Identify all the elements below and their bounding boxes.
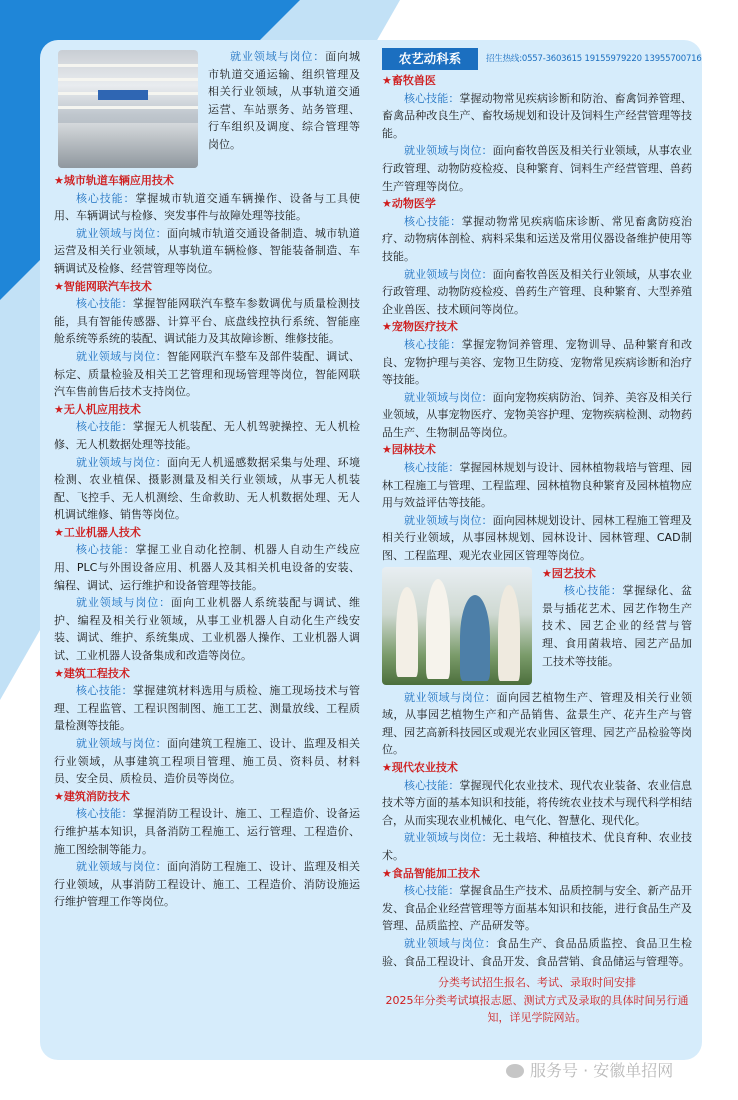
major-jobs: 就业领域与岗位：面向宠物疾病防治、饲养、美容及相关行业领域，从事宠物医疗、宠物美容护理、宠物疾病检测、动物药品生产、生物制品等岗位。: [382, 390, 692, 439]
major-core-skill: 核心技能：掌握城市轨道交通车辆操作、设备与工具使用、车辆调试与检修、突发事件与故障处理等技能。: [54, 191, 361, 223]
major-title: ★建筑工程技术: [54, 666, 130, 680]
right-column: [382, 48, 702, 1027]
garden-major-title: ★园艺技术: [542, 566, 596, 580]
major-title: ★畜牧兽医: [382, 74, 436, 87]
major-jobs: 就业领域与岗位：面向城市轨道交通设备制造、城市轨道运营及相关行业领域，从事轨道车辆检修、智能装备制造、车辆调试及检修、经营管理等岗位。: [54, 226, 360, 275]
major-jobs: 就业领域与岗位：无土栽培、种植技术、优良育种、农业技术。: [382, 831, 692, 862]
major-core-skill: 核心技能：掌握动物常见疾病临床诊断、常见畜禽防疫治疗、动物病体剖检、病料采集和运送及常用仪器设备维护使用等技能。: [382, 214, 693, 263]
department-header: [382, 48, 702, 70]
left-column: [54, 48, 360, 911]
major-core-skill: 核心技能：掌握现代化农业技术、现代农业装备、农业信息技术等方面的基本知识和技能，将传统农业技术与现代科学相结合，从而实现农业机械化、电气化、智慧化、现代化。: [382, 778, 693, 827]
major-core-skill: 核心技能：掌握食品生产技术、品质控制与安全、新产品开发、食品企业经营管理等方面基本知识和技能，进行食品生产及管理、品质监控、产品研发等。: [382, 884, 693, 933]
content-panel: [40, 40, 702, 1060]
notice-text: 2025年分类考试填报志愿、测试方式及录取的具体时间另行通知，详见学院网站。: [385, 993, 689, 1025]
major-title: ★建筑消防技术: [54, 789, 130, 803]
garden-major-jobs: 就业领域与岗位：面向园艺植物生产、管理及相关行业领域，从事园艺植物生产和产品销售、盆景生产、花卉生产与管理、园艺高新科技园区或观光农业园区管理、园艺产品检验等岗位。: [382, 690, 693, 757]
major-title: ★智能网联汽车技术: [54, 279, 152, 293]
major-core-skill: 核心技能：掌握动物常见疾病诊断和防治、畜禽饲养管理、畜禽品种改良生产、畜牧场规划和设计及饲料生产经营管理等技能。: [382, 91, 693, 140]
right-majors-b: [382, 759, 692, 970]
major-title: ★宠物医疗技术: [382, 320, 458, 334]
department-name: 农艺动科系: [382, 48, 478, 70]
major-jobs: 就业领域与岗位：食品生产、食品品质监控、食品卫生检验、食品工程设计、食品开发、食品营销、食品储运与管理等。: [382, 936, 693, 968]
major-core-skill: 核心技能：掌握园林规划与设计、园林植物栽培与管理、园林工程施工与管理、工程监理、园林植物良种繁育及园林植物应用与效益评估等技能。: [382, 461, 693, 510]
right-majors-a: [382, 72, 692, 565]
wechat-icon: [506, 1064, 524, 1078]
major-core-skill: 核心技能：掌握工业自动化控制、机器人自动生产线应用、PLC与外围设备应用、机器人及其相关机电设备的安装、编程、调试、运行维护和设备管理等技能。: [54, 543, 361, 592]
major-title: ★食品智能加工技术: [382, 866, 480, 880]
major-jobs: 就业领域与岗位：面向畜牧兽医及相关行业领域，从事农业行政管理、动物防疫检疫、兽药生产管理、良种繁育、大型养殖企业兽医、技术顾问等岗位。: [382, 267, 692, 316]
major-jobs: 就业领域与岗位：面向无人机遥感数据采集与处理、环境检测、农业植保、摄影测量及相关行业领域，从事无人机装配、飞控手、无人机测绘、生命救助、无人机数据处理、无人机调试维修、销售等岗位。: [54, 455, 360, 522]
major-title: ★动物医学: [382, 197, 436, 211]
garden-major: [382, 565, 692, 759]
major-jobs: 就业领域与岗位：面向园林规划设计、园林工程施工管理及相关行业领域，从事园林规划、园林设计、园林管理、CAD制图、工程监理、观光农业园区管理等岗位。: [382, 513, 692, 563]
department-hotline: 招生热线:0557-3603615 19155979220 13955700716: [486, 54, 702, 64]
left-majors: [54, 172, 360, 911]
major-core-skill: 核心技能：掌握宠物饲养管理、宠物训导、品种繁育和改良、宠物护理与美容、宠物卫生防疫、宠物常见疾病诊断和治疗等技能。: [382, 337, 693, 387]
rail-station-photo: [58, 50, 198, 168]
major-core-skill: 核心技能：掌握消防工程设计、施工、工程造价、设备运行维护基本知识，具备消防工程施工、运行管理、工程造价、施工图绘制等能力。: [54, 807, 360, 856]
rail-transport-jobs: 就业领域与岗位：面向城市轨道交通运输、组织管理及相关行业领域，从事轨道交通运营、车站票务、站务管理、行车组织及调度、综合管理等岗位。: [208, 50, 361, 151]
major-core-skill: 核心技能：掌握建筑材料选用与质检、施工现场技术与管理、工程监管、工程识图制图、施工工艺、测量放线、工程质量检测等技能。: [54, 684, 360, 733]
garden-class-photo: [382, 567, 532, 685]
major-jobs: 就业领域与岗位：智能网联汽车整车及部件装配、调试、标定、质量检验及相关工艺管理和现场管理等岗位，智能网联汽车售前售后技术支持岗位。: [54, 349, 360, 399]
major-core-skill: 核心技能：掌握无人机装配、无人机驾驶操控、无人机检修、无人机数据处理等技能。: [54, 420, 360, 451]
major-jobs: 就业领域与岗位：面向工业机器人系统装配与调试、维护、编程及相关行业领域，从事工业机器人自动化生产线安装、调试、维护、系统集成、工业机器人操作、工业机器人调试、工业机器人设备集成和改造等岗位。: [54, 596, 361, 663]
major-title: ★现代农业技术: [382, 761, 458, 774]
major-jobs: 就业领域与岗位：面向建筑工程施工、设计、监理及相关行业领域，从事建筑工程项目管理、施工员、资料员、材料员、安全员、质检员、造价员等岗位。: [54, 737, 360, 786]
major-title: ★无人机应用技术: [54, 402, 141, 416]
major-core-skill: 核心技能：掌握智能网联汽车整车参数调优与质量检测技能，具有智能传感器、计算平台、底盘线控执行系统、智能座舱系统等系统的装配、调试能力及其故障诊断、维修技能。: [54, 297, 360, 346]
major-title: ★园林技术: [382, 443, 436, 457]
major-jobs: 就业领域与岗位：面向消防工程施工、设计、监理及相关行业领域，从事消防工程设计、施工、工程造价、消防设施运行维护管理工作等岗位。: [54, 860, 360, 909]
garden-major-skill: 核心技能：掌握绿化、盆景与插花艺术、园艺作物生产技术、园艺企业的经营与管理、食用菌栽培、园艺产品加工技术等技能。: [542, 584, 692, 668]
watermark: 服务号 · 安徽单招网: [506, 1058, 673, 1081]
major-jobs: 就业领域与岗位：面向畜牧兽医及相关行业领域，从事农业行政管理、动物防疫检疫、良种繁育、饲料生产经营管理、兽药生产管理等岗位。: [382, 144, 692, 193]
major-title: ★城市轨道车辆应用技术: [54, 174, 174, 187]
notice-title: 分类考试招生报名、考试、录取时间安排: [438, 976, 636, 990]
major-title: ★工业机器人技术: [54, 525, 141, 539]
